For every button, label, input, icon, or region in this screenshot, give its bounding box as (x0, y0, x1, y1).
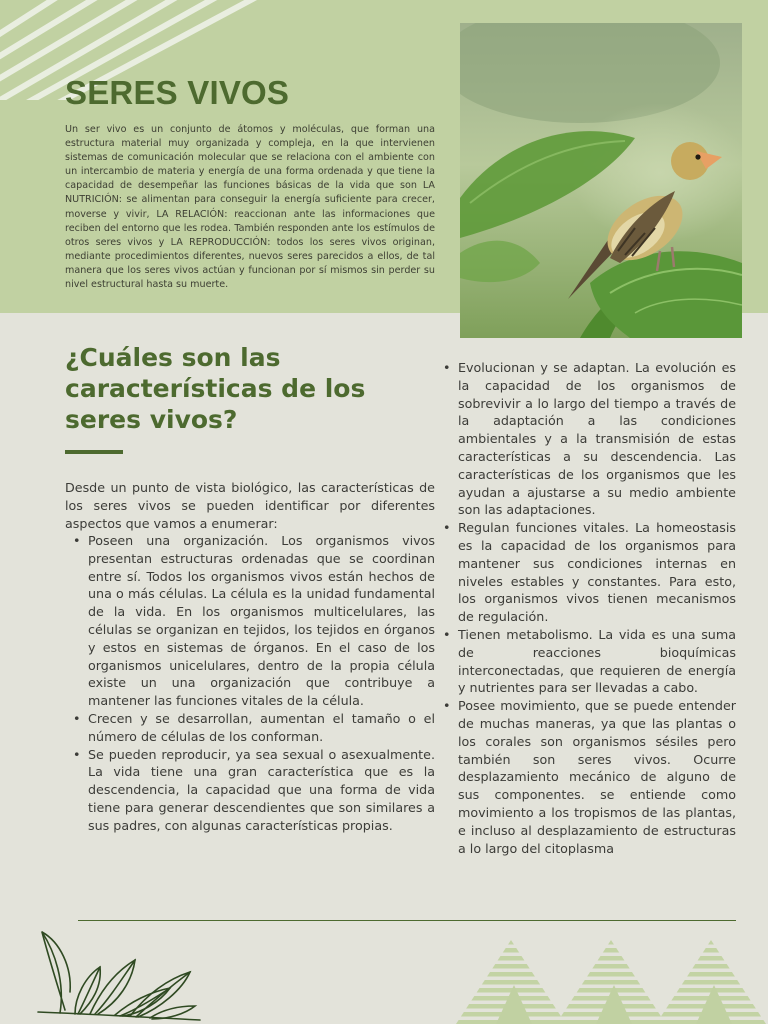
bird-on-leaf-photo (460, 23, 742, 338)
lead-paragraph: Desde un punto de vista biológico, las características de los seres vivos se pueden identificar por diferentes aspectos que vamos a enumerar: (65, 480, 435, 531)
list-item: • Regulan funciones vitales. La homeostasis es la capacidad de los organismos para mantener sus condiciones internas en niveles estables y constantes. Para esto, los organismos vivos tienen mecanismos de regulación. (435, 519, 736, 626)
characteristics-list-right (435, 359, 736, 857)
intro-paragraph: Un ser vivo es un conjunto de átomos y moléculas, que forman una estructura material muy organizada y compleja, en la que intervienen sistemas de comunicación molecular que se relaciona con el ambiente con un intercambio de materia y energía de una forma ordenada y que tiene la capacidad de desempeñar las funciones básicas de la vida que son LA NUTRICIÓN: se alimentan para conseguir la energía suficiente para crecer, moverse y vivir, LA RELACIÓN: reaccionan ante las informaciones que reciben del entorno que les rodea. También responden ante los estímulos de otros seres vivos y LA REPRODUCCIÓN: todos los seres vivos originan, mediante procedimientos diferentes, nuevos seres parecidos a ellos, de tal manera que los seres vivos actúan y funcionan por sí mismos sin perder su nivel estructural hasta su muerte. (65, 124, 435, 291)
list-item: • Poseen una organización. Los organismos vivos presentan estructuras ordenadas que se coordinan entre sí. Todos los organismos vivos están hechos de una o más células. La célula es la unidad fundamental de la vida. En los organismos multicelulares, las células se organizan en tejidos, los tejidos en órganos y estos en sistemas de órganos. En el caso de los organismos unicelulares, dentro de la propia célula existe un una organización que contribuye a mantener las funciones vitales de la célula. (65, 532, 435, 710)
list-item: • Se pueden reproducir, ya sea sexual o asexualmente. La vida tiene una gran característica que es la descendencia, la capacidad que una forma de vida tiene para generar descendientes que son similares a sus padres, con algunas características propias. (65, 746, 435, 835)
heading-underline (65, 450, 123, 454)
leafy-branch-icon (30, 922, 210, 1024)
characteristics-list-left (65, 532, 435, 835)
striped-triangles-icon (456, 940, 768, 1024)
footer-divider (78, 920, 736, 921)
list-item: • Posee movimiento, que se puede entender de muchas maneras, ya que las plantas o los corales son organismos sésiles pero también son seres vivos. Ocurre desplazamiento mecánico de alguno de sus componentes. se entiende como movimiento a los tropismos de las plantas, e incluso al desplazamiento de estructuras a lo largo del citoplasma (435, 697, 736, 857)
section-heading: ¿Cuáles son las características de los seres vivos? (65, 343, 366, 434)
list-item: • Tienen metabolismo. La vida es una suma de reacciones bioquímicas interconectadas, que requieren de energía y nutrientes para ser llevadas a cabo. (435, 626, 736, 697)
list-item: • Crecen y se desarrollan, aumentan el tamaño o el número de células de los conforman. (65, 710, 435, 746)
list-item: • Evolucionan y se adaptan. La evolución es la capacidad de los organismos de sobrevivir a lo largo del tiempo a través de la adaptación a las condiciones ambientales y a la transmisión de estas características a su descendencia. Las características de los organismos que les ayudan a ajustarse a su medio ambiente son las adaptaciones. (435, 359, 736, 519)
page-title: SERES VIVOS (65, 74, 290, 111)
